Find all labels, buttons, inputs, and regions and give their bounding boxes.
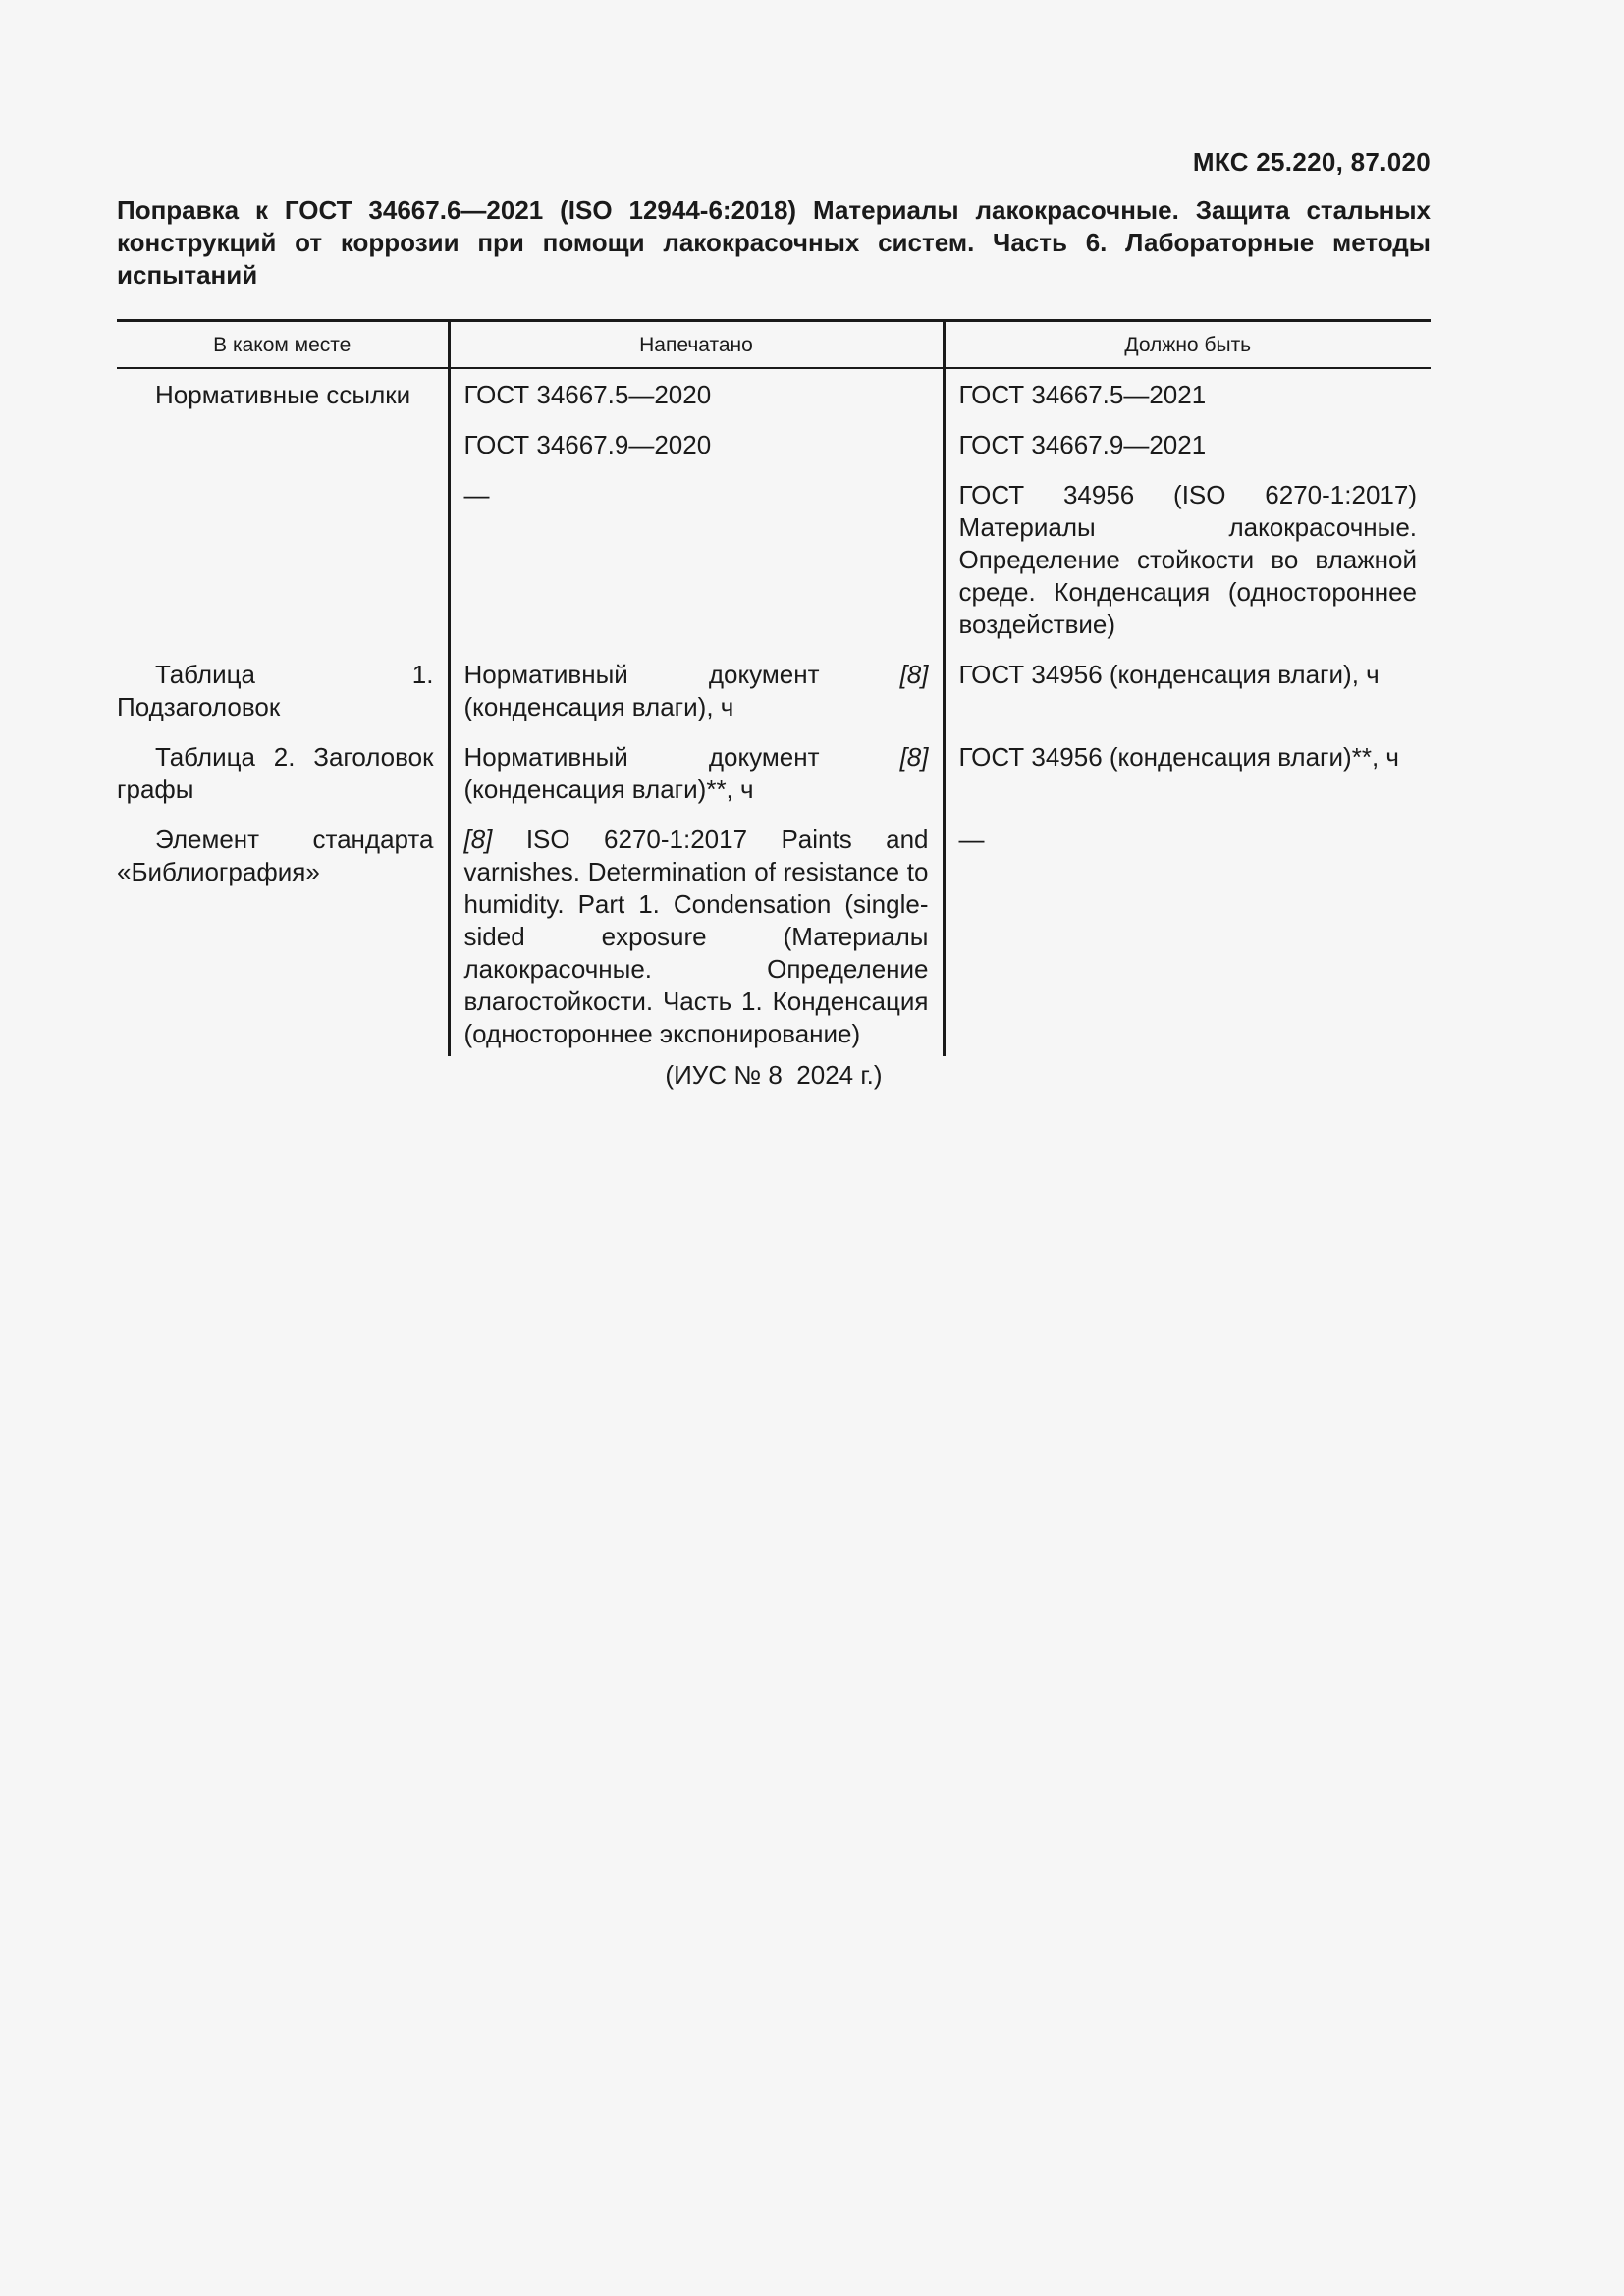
table-row bbox=[117, 429, 1431, 479]
bibliography-ref: [8] bbox=[899, 660, 929, 689]
table-row bbox=[117, 659, 1431, 741]
table-row bbox=[117, 741, 1431, 824]
cell-should-be: ГОСТ 34667.5—2021 bbox=[944, 368, 1431, 429]
cell-should-be: — bbox=[944, 824, 1431, 1056]
cell-should-be: ГОСТ 34956 (конденсация влаги)**, ч bbox=[944, 741, 1431, 824]
cell-should-be: ГОСТ 34956 (ISO 6270-1:2017) Материалы лакокрасочные. Определение стойкости во влажной среде. Конденсация (одностороннее воздействие) bbox=[944, 479, 1431, 659]
bibliography-ref: [8] bbox=[899, 742, 929, 772]
table-row bbox=[117, 824, 1431, 1056]
cell-place: Элемент стандарта «Библиография» bbox=[117, 825, 434, 886]
bibliography-ref: [8] bbox=[463, 825, 493, 854]
mks-code: МКС 25.220, 87.020 bbox=[1192, 147, 1431, 177]
cell-place bbox=[117, 479, 449, 659]
cell-should-be: ГОСТ 34956 (конденсация влаги), ч bbox=[944, 659, 1431, 741]
cell-printed: ГОСТ 34667.5—2020 bbox=[449, 368, 944, 429]
table-header-row bbox=[117, 321, 1431, 369]
cell-printed: — bbox=[449, 479, 944, 659]
header-printed: Напечатано bbox=[449, 321, 944, 369]
cell-place: Таблица 1. Подзаголовок bbox=[117, 660, 434, 721]
cell-place: Нормативные ссылки bbox=[155, 380, 411, 409]
cell-printed: [8] ISO 6270-1:2017 Paints and varnishes. Determination of resistance to humidity. Part 1. Condensation (single-sided exposure (Материалы лакокрасочные. Определение влагостойкости. Часть 1. Конденсация (одностороннее экспонирование) bbox=[449, 824, 944, 1056]
header-should-be: Должно быть bbox=[944, 321, 1431, 369]
table-row bbox=[117, 479, 1431, 659]
cell-place bbox=[117, 429, 449, 479]
ius-reference: (ИУС № 8 2024 г.) bbox=[665, 1060, 883, 1090]
cell-should-be: ГОСТ 34667.9—2021 bbox=[944, 429, 1431, 479]
cell-printed: Нормативный документ [8] (конденсация влаги)**, ч bbox=[449, 741, 944, 824]
header-place: В каком месте bbox=[117, 321, 449, 369]
cell-printed: Нормативный документ [8] (конденсация влаги), ч bbox=[449, 659, 944, 741]
table-row bbox=[117, 368, 1431, 429]
document-title: Поправка к ГОСТ 34667.6—2021 (ISO 12944-6:2018) Материалы лакокрасочные. Защита стальных конструкций от коррозии при помощи лакокрасочных систем. Часть 6. Лабораторные методы испытаний bbox=[117, 195, 1431, 290]
amendment-table bbox=[117, 319, 1431, 1056]
cell-printed: ГОСТ 34667.9—2020 bbox=[449, 429, 944, 479]
cell-place: Таблица 2. Заголовок графы bbox=[117, 742, 434, 804]
